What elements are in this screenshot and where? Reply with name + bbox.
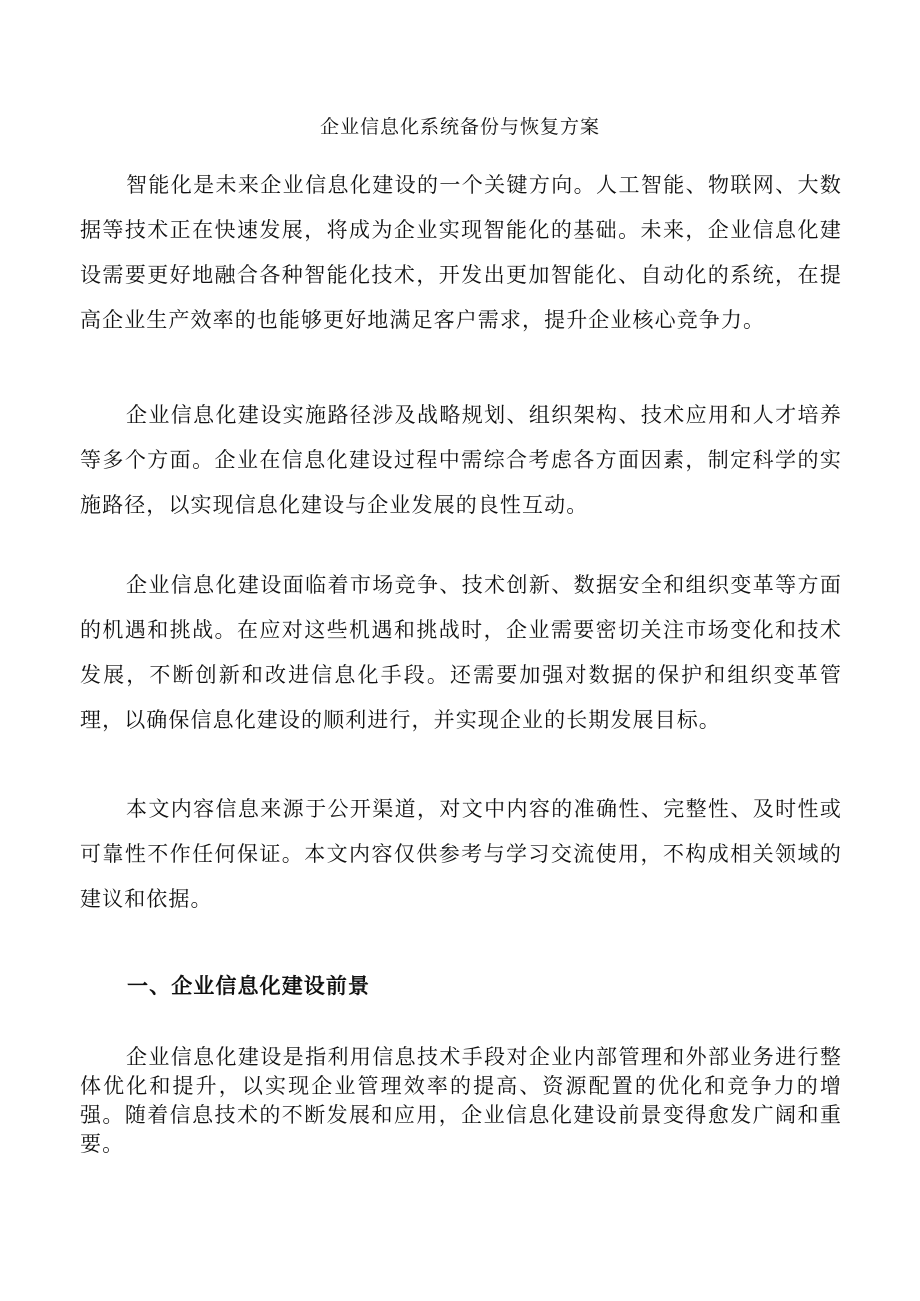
paragraph-intelligence: 智能化是未来企业信息化建设的一个关键方向。人工智能、物联网、大数据等技术正在快速发展，将成为企业实现智能化的基础。未来，企业信息化建设需要更好地融合各种智能化技术，开发出更加智能化、自动化的系统，在提高企业生产效率的也能够更好地满足客户需求，提升企业核心竞争力。 [80,173,842,332]
paragraph-opportunities-challenges: 企业信息化建设面临着市场竞争、技术创新、数据安全和组织变革等方面的机遇和挑战。在应对这些机遇和挑战时，企业需要密切关注市场变化和技术发展，不断创新和改进信息化手段。还需要加强对数据的保护和组织变革管理，以确保信息化建设的顺利进行，并实现企业的长期发展目标。 [80,573,842,732]
document-title: 企业信息化系统备份与恢复方案 [319,116,600,138]
paragraph-disclaimer: 本文内容信息来源于公开渠道，对文中内容的准确性、完整性、及时性或可靠性不作任何保证。本文内容仅供参考与学习交流使用，不构成相关领域的建议和依据。 [80,797,842,911]
paragraph-section-intro: 企业信息化建设是指利用信息技术手段对企业内部管理和外部业务进行整体优化和提升，以实现企业管理效率的提高、资源配置的优化和竞争力的增强。随着信息技术的不断发展和应用，企业信息化建设前景变得愈发广阔和重要。 [80,1045,842,1156]
paragraph-implementation-path: 企业信息化建设实施路径涉及战略规划、组织架构、技术应用和人才培养等多个方面。企业在信息化建设过程中需综合考虑各方面因素，制定科学的实施路径，以实现信息化建设与企业发展的良性互动。 [80,403,842,517]
section-heading: 一、企业信息化建设前景 [127,973,371,998]
